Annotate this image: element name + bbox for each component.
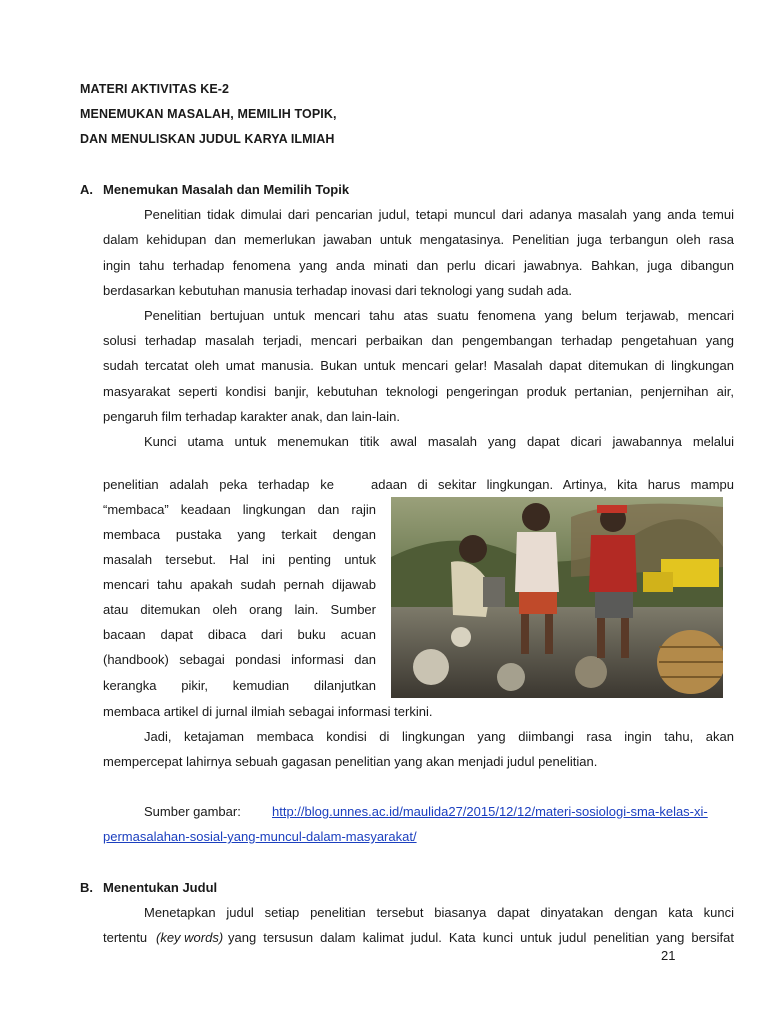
after-line-1: membaca artikel di jurnal ilmiah sebagai informasi terkini. [103, 704, 433, 719]
heading-line-2: MENEMUKAN MASALAH, MEMILIH TOPIK, [80, 107, 337, 121]
source-label: Sumber gambar: [144, 804, 241, 819]
heading-line-3: DAN MENULISKAN JUDUL KARYA ILMIAH [80, 132, 335, 146]
narrow-line-4: mencari tahu apakah sudah pernah dijawab [103, 577, 376, 592]
narrow-line-1: “membaca” keadaan lingkungan dan rajin [103, 502, 376, 517]
source-link-part-2[interactable]: permasalahan-sosial-yang-muncul-dalam-masyarakat/ [103, 829, 417, 844]
narrow-line-6: bacaan dapat dibaca dari buku acuan [103, 627, 376, 642]
para-a-line-9: pengaruh film terhadap karakter anak, dan lain-lain. [103, 409, 401, 424]
after-line-3: mempercepat lahirnya sebuah gagasan penelitian yang akan menjadi judul penelitian. [103, 754, 598, 769]
para-a-line-5: Penelitian bertujuan untuk mencari tahu atas suatu fenomena yang belum terjawab, mencari [144, 308, 734, 323]
para-a-line-7: sudah tercatat oleh umat manusia. Bukan untuk mencari gelar! Masalah dapat ditemukan di lingkungan [103, 358, 734, 373]
para-a-line-10: Kunci utama untuk menemukan titik awal masalah yang dapat dicari jawabannya melalui [144, 434, 734, 449]
page-number: 21 [661, 948, 676, 963]
section-b-label: B. [80, 880, 93, 895]
section-a-label: A. [80, 182, 93, 197]
after-line-2: Jadi, ketajaman membaca kondisi di lingkungan yang diimbangi rasa ingin tahu, akan [144, 729, 734, 744]
para-a-line-4: berdasarkan kebutuhan manusia terhadap inovasi dari teknologi yang sudah ada. [103, 283, 573, 298]
para-b-line-2-rest: yang tersusun dalam kalimat judul. Kata kunci untuk judul penelitian yang bersifat [228, 930, 734, 945]
para-a-line-8: masyarakat seperti kondisi banjir, kebutuhan teknologi pengeringan produk pertanian, penjernihan air, [103, 384, 734, 399]
para-a-line-3: ingin tahu terhadap fenomena yang anda minati dan perlu dicari jawabnya. Bahkan, juga dibangun [103, 258, 734, 273]
split-line-left: penelitian adalah peka terhadap ke [103, 477, 334, 492]
para-b-line-2-prefix: tertentu [103, 930, 148, 945]
photo-children-garbage-dump [391, 497, 723, 698]
para-a-line-1: Penelitian tidak dimulai dari pencarian judul, tetapi muncul dari adanya masalah yang anda temui [144, 207, 734, 222]
section-b-title: Menentukan Judul [103, 880, 218, 895]
narrow-line-7: (handbook) sebagai pondasi informasi dan [103, 652, 376, 667]
section-a-title: Menemukan Masalah dan Memilih Topik [103, 182, 350, 197]
narrow-line-3: masalah tersebut. Hal ini penting untuk [103, 552, 376, 567]
para-b-line-2-italic: (key words) [156, 930, 224, 945]
para-a-line-2: dalam kehidupan dan memerlukan jawaban untuk mengatasinya. Penelitian juga terbangun oleh rasa [103, 232, 734, 247]
source-link-part-1[interactable]: http://blog.unnes.ac.id/maulida27/2015/12/12/materi-sosiologi-sma-kelas-xi- [272, 804, 708, 819]
narrow-line-5: atau ditemukan oleh orang lain. Sumber [103, 602, 376, 617]
photo-illustration [391, 497, 723, 698]
para-b-line-1: Menetapkan judul setiap penelitian tersebut biasanya dapat dinyatakan dengan kata kunci [144, 905, 734, 920]
para-a-line-6: solusi terhadap masalah terjadi, mencari perbaikan dan pengembangan terhadap pengetahuan yang [103, 333, 734, 348]
split-line-right: adaan di sekitar lingkungan. Artinya, kita harus mampu [371, 477, 734, 492]
narrow-line-2: membaca pustaka yang terkait dengan [103, 527, 376, 542]
heading-line-1: MATERI AKTIVITAS KE-2 [80, 82, 230, 96]
narrow-line-8: kerangka pikir, kemudian dilanjutkan [103, 678, 376, 693]
